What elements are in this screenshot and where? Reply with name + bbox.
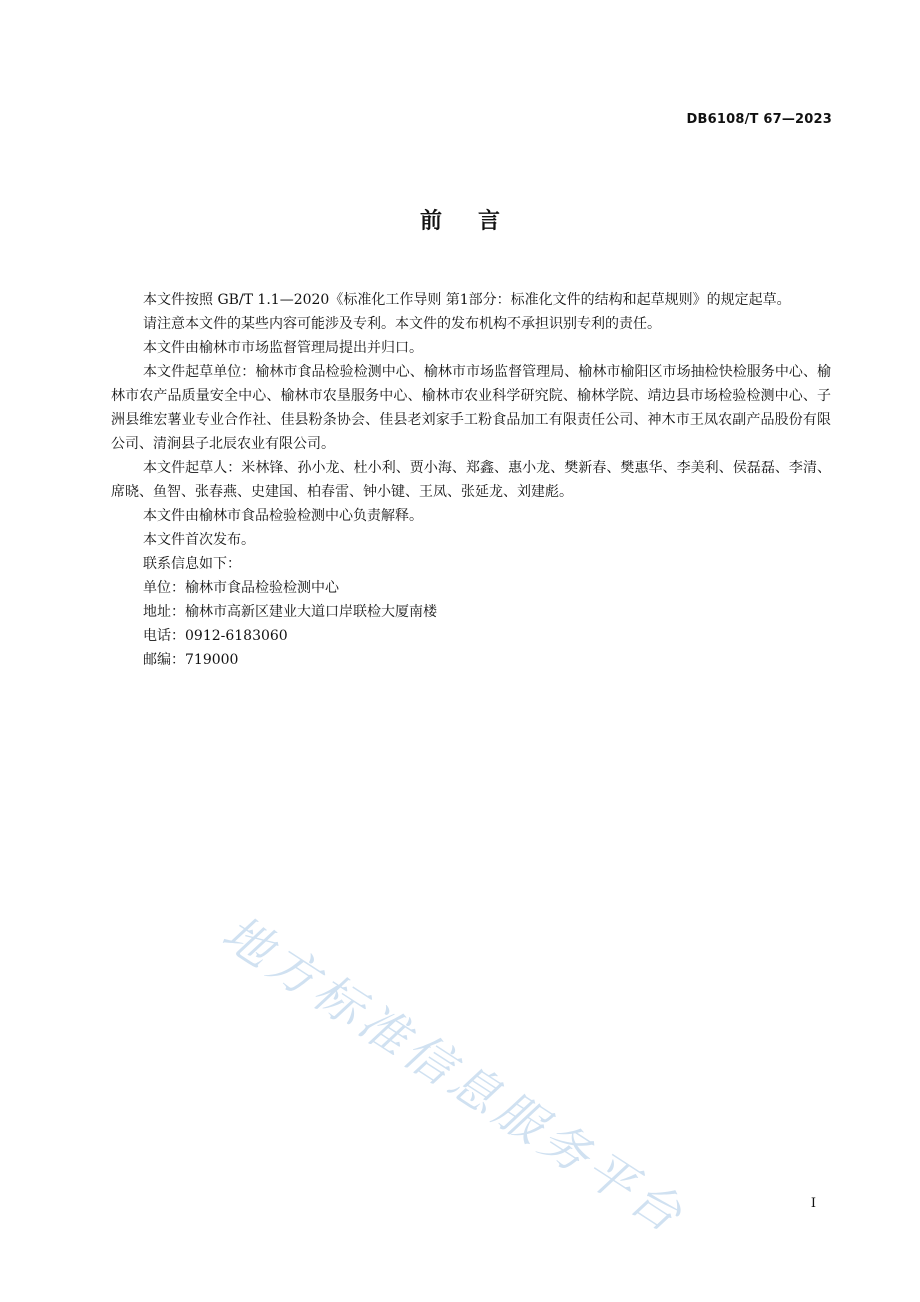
watermark: 地方标准信息服务平台	[212, 904, 696, 1246]
paragraph-drafters: 本文件起草人：米林锋、孙小龙、杜小利、贾小海、郑鑫、惠小龙、樊新春、樊惠华、李美利、侯磊磊、李清、席晓、鱼智、张春燕、史建国、柏春雷、钟小键、王凤、张延龙、刘建彪。	[111, 460, 831, 500]
paragraph-first-release: 本文件首次发布。	[143, 532, 255, 548]
page-title: 前言	[419, 209, 536, 234]
document-code: DB6108/T 67—2023	[686, 112, 832, 127]
contact-unit: 单位：榆林市食品检验检测中心	[143, 580, 339, 596]
paragraph-contact-intro: 联系信息如下：	[143, 556, 241, 572]
contact-phone: 电话：0912-6183060	[143, 628, 288, 644]
page-number: I	[810, 1196, 816, 1211]
paragraph-proposer: 本文件由榆林市市场监督管理局提出并归口。	[143, 340, 423, 356]
document-body	[111, 288, 831, 672]
paragraph-patent-notice: 请注意本文件的某些内容可能涉及专利。本文件的发布机构不承担识别专利的责任。	[143, 316, 661, 332]
contact-postcode: 邮编：719000	[143, 652, 239, 668]
paragraph-drafting-units: 本文件起草单位：榆林市食品检验检测中心、榆林市市场监督管理局、榆林市榆阳区市场抽检快检服务中心、榆林市农产品质量安全中心、榆林市农垦服务中心、榆林市农业科学研究院、榆林学院、靖边县市场检验检测中心、子洲县维宏薯业专业合作社、佳县粉条协会、佳县老刘家手工粉食品加工有限责任公司、神木市王凤农副产品股份有限公司、清涧县子北辰农业有限公司。	[111, 364, 831, 452]
contact-address: 地址：榆林市高新区建业大道口岸联检大厦南楼	[143, 604, 437, 620]
paragraph-drafting-rules: 本文件按照 GB/T 1.1—2020《标准化工作导则 第1部分：标准化文件的结构和起草规则》的规定起草。	[143, 292, 791, 308]
paragraph-interpretation: 本文件由榆林市食品检验检测中心负责解释。	[143, 508, 423, 524]
